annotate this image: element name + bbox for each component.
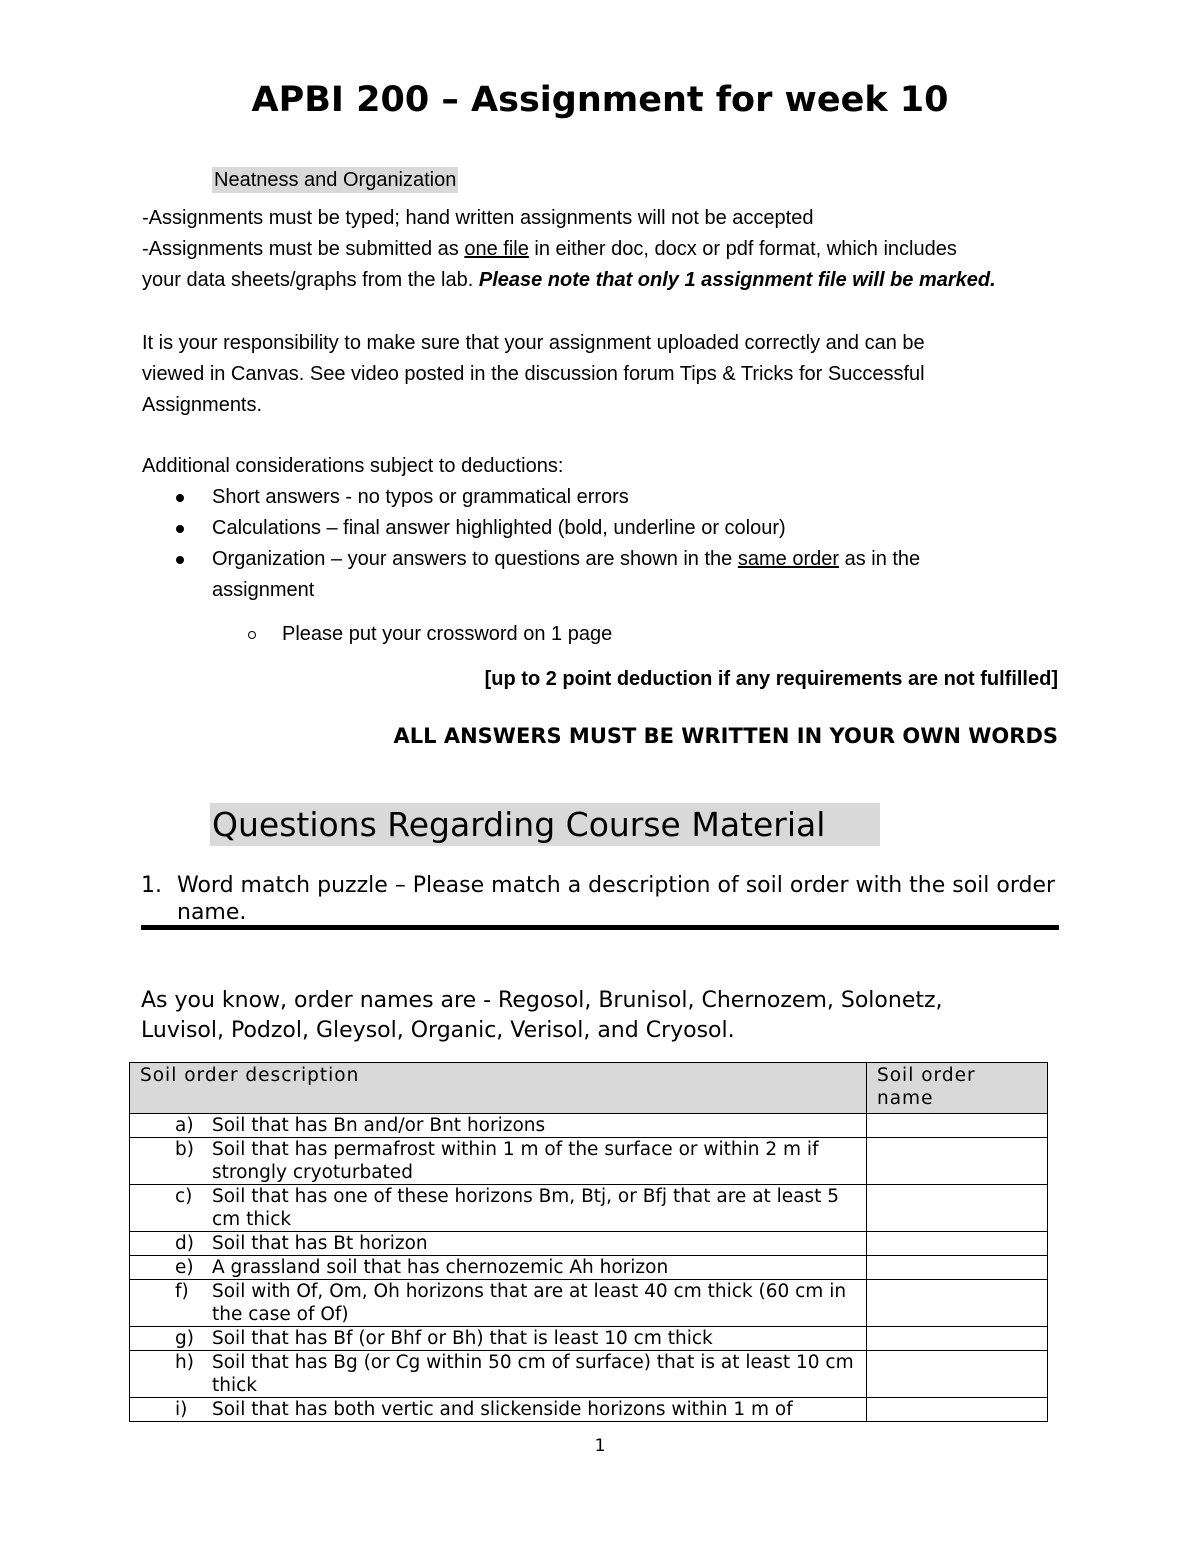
row-description: Soil that has one of these horizons Bm, Btj, or Bfj that are at least 5 cm thick xyxy=(212,1186,840,1230)
responsibility-line-1: It is your responsibility to make sure that your assignment uploaded correctly and can be xyxy=(142,332,925,354)
consideration-organization-line-2: assignment xyxy=(212,579,315,601)
consideration-organization xyxy=(212,544,920,575)
question-1-number: 1. xyxy=(141,873,162,898)
table-row xyxy=(130,1280,1048,1327)
section-heading: Questions Regarding Course Material xyxy=(210,803,880,846)
rule-one-file-post: in either doc, docx or pdf format, which includes xyxy=(528,238,957,260)
rule-data-sheets-text: your data sheets/graphs from the lab. xyxy=(142,269,479,291)
row-description: Soil with Of, Om, Oh horizons that are at least 40 cm thick (60 cm in the case of Of) xyxy=(212,1281,847,1325)
description-cell xyxy=(130,1138,867,1185)
answer-cell[interactable] xyxy=(867,1327,1048,1351)
answer-cell[interactable] xyxy=(867,1256,1048,1280)
sub-bullet-circle xyxy=(248,631,256,639)
answer-cell[interactable] xyxy=(867,1138,1048,1185)
same-order-underlined: same order xyxy=(737,548,840,570)
row-description: Soil that has Bt horizon xyxy=(212,1233,428,1254)
bullet-dot-2 xyxy=(176,525,184,533)
table-row xyxy=(130,1327,1048,1351)
description-cell xyxy=(130,1232,867,1256)
bullet-dot-3 xyxy=(176,556,184,564)
neatness-heading: Neatness and Organization xyxy=(214,169,457,191)
question-1-rule xyxy=(141,925,1059,930)
rule-one-file xyxy=(142,234,957,265)
header-description: Soil order description xyxy=(130,1063,867,1114)
row-description: Soil that has permafrost within 1 m of the surface or within 2 m if strongly cryoturbated xyxy=(212,1139,819,1183)
table-row xyxy=(130,1114,1048,1138)
crossword-note: Please put your crossword on 1 page xyxy=(282,623,613,645)
row-letter: c) xyxy=(175,1186,193,1207)
document-title: APBI 200 – Assignment for week 10 xyxy=(251,80,949,120)
table-row xyxy=(130,1185,1048,1232)
answer-cell[interactable] xyxy=(867,1351,1048,1398)
consideration-typos: Short answers - no typos or grammatical errors xyxy=(212,486,629,508)
row-letter: h) xyxy=(175,1352,194,1373)
considerations-heading: Additional considerations subject to deductions: xyxy=(142,455,564,477)
organization-pre: Organization – your answers to questions are shown in the xyxy=(212,548,738,570)
bullet-dot-1 xyxy=(176,494,184,502)
page-number: 1 xyxy=(594,1436,606,1456)
question-1-text: Word match puzzle – Please match a description of soil order with the soil order name. xyxy=(177,873,1056,925)
consideration-calculations: Calculations – final answer highlighted (bold, underline or colour) xyxy=(212,517,786,539)
answer-cell[interactable] xyxy=(867,1114,1048,1138)
row-description: Soil that has Bg (or Cg within 50 cm of surface) that is at least 10 cm thick xyxy=(212,1352,854,1396)
description-cell xyxy=(130,1185,867,1232)
rule-typed: -Assignments must be typed; hand written assignments will not be accepted xyxy=(142,207,814,229)
header-name: Soil order name xyxy=(867,1063,1048,1114)
description-cell xyxy=(130,1327,867,1351)
table-row xyxy=(130,1232,1048,1256)
rule-data-sheets xyxy=(142,265,996,296)
order-names-line-2: Luvisol, Podzol, Gleysol, Organic, Verisol, and Cryosol. xyxy=(141,1018,735,1043)
row-description: Soil that has both vertic and slickenside horizons within 1 m of xyxy=(212,1399,793,1420)
answer-cell[interactable] xyxy=(867,1185,1048,1232)
row-description: A grassland soil that has chernozemic Ah horizon xyxy=(212,1257,669,1278)
description-cell xyxy=(130,1280,867,1327)
row-letter: d) xyxy=(175,1233,194,1254)
row-description: Soil that has Bf (or Bhf or Bh) that is least 10 cm thick xyxy=(212,1328,713,1349)
answer-cell[interactable] xyxy=(867,1232,1048,1256)
table-row xyxy=(130,1398,1048,1422)
table-row xyxy=(130,1351,1048,1398)
answer-cell[interactable] xyxy=(867,1280,1048,1327)
description-cell xyxy=(130,1256,867,1280)
organization-post: as in the xyxy=(839,548,921,570)
description-cell xyxy=(130,1398,867,1422)
responsibility-line-3: Assignments. xyxy=(142,394,263,416)
order-names-intro xyxy=(141,986,1041,1046)
row-letter: i) xyxy=(175,1399,188,1420)
answer-cell[interactable] xyxy=(867,1398,1048,1422)
responsibility-line-2: viewed in Canvas. See video posted in the discussion forum Tips & Tricks for Successful xyxy=(142,363,925,385)
description-cell xyxy=(130,1351,867,1398)
own-words-notice: ALL ANSWERS MUST BE WRITTEN IN YOUR OWN WORDS xyxy=(393,724,1058,748)
row-letter: f) xyxy=(175,1281,189,1302)
row-description: Soil that has Bn and/or Bnt horizons xyxy=(212,1115,546,1136)
table-row xyxy=(130,1256,1048,1280)
soil-order-table xyxy=(129,1062,1048,1422)
deduction-note: [up to 2 point deduction if any requirements are not fulfilled] xyxy=(484,668,1058,690)
row-letter: a) xyxy=(175,1115,194,1136)
description-cell xyxy=(130,1114,867,1138)
table-header-row xyxy=(130,1063,1048,1114)
one-file-underlined: one file xyxy=(464,238,529,260)
row-letter: g) xyxy=(175,1328,194,1349)
table-row xyxy=(130,1138,1048,1185)
order-names-line-1: As you know, order names are - Regosol, Brunisol, Chernozem, Solonetz, xyxy=(141,988,943,1013)
one-file-marked-note: Please note that only 1 assignment file will be marked. xyxy=(478,269,996,291)
row-letter: e) xyxy=(175,1257,194,1278)
row-letter: b) xyxy=(175,1139,194,1160)
rule-one-file-pre: -Assignments must be submitted as xyxy=(142,238,465,260)
